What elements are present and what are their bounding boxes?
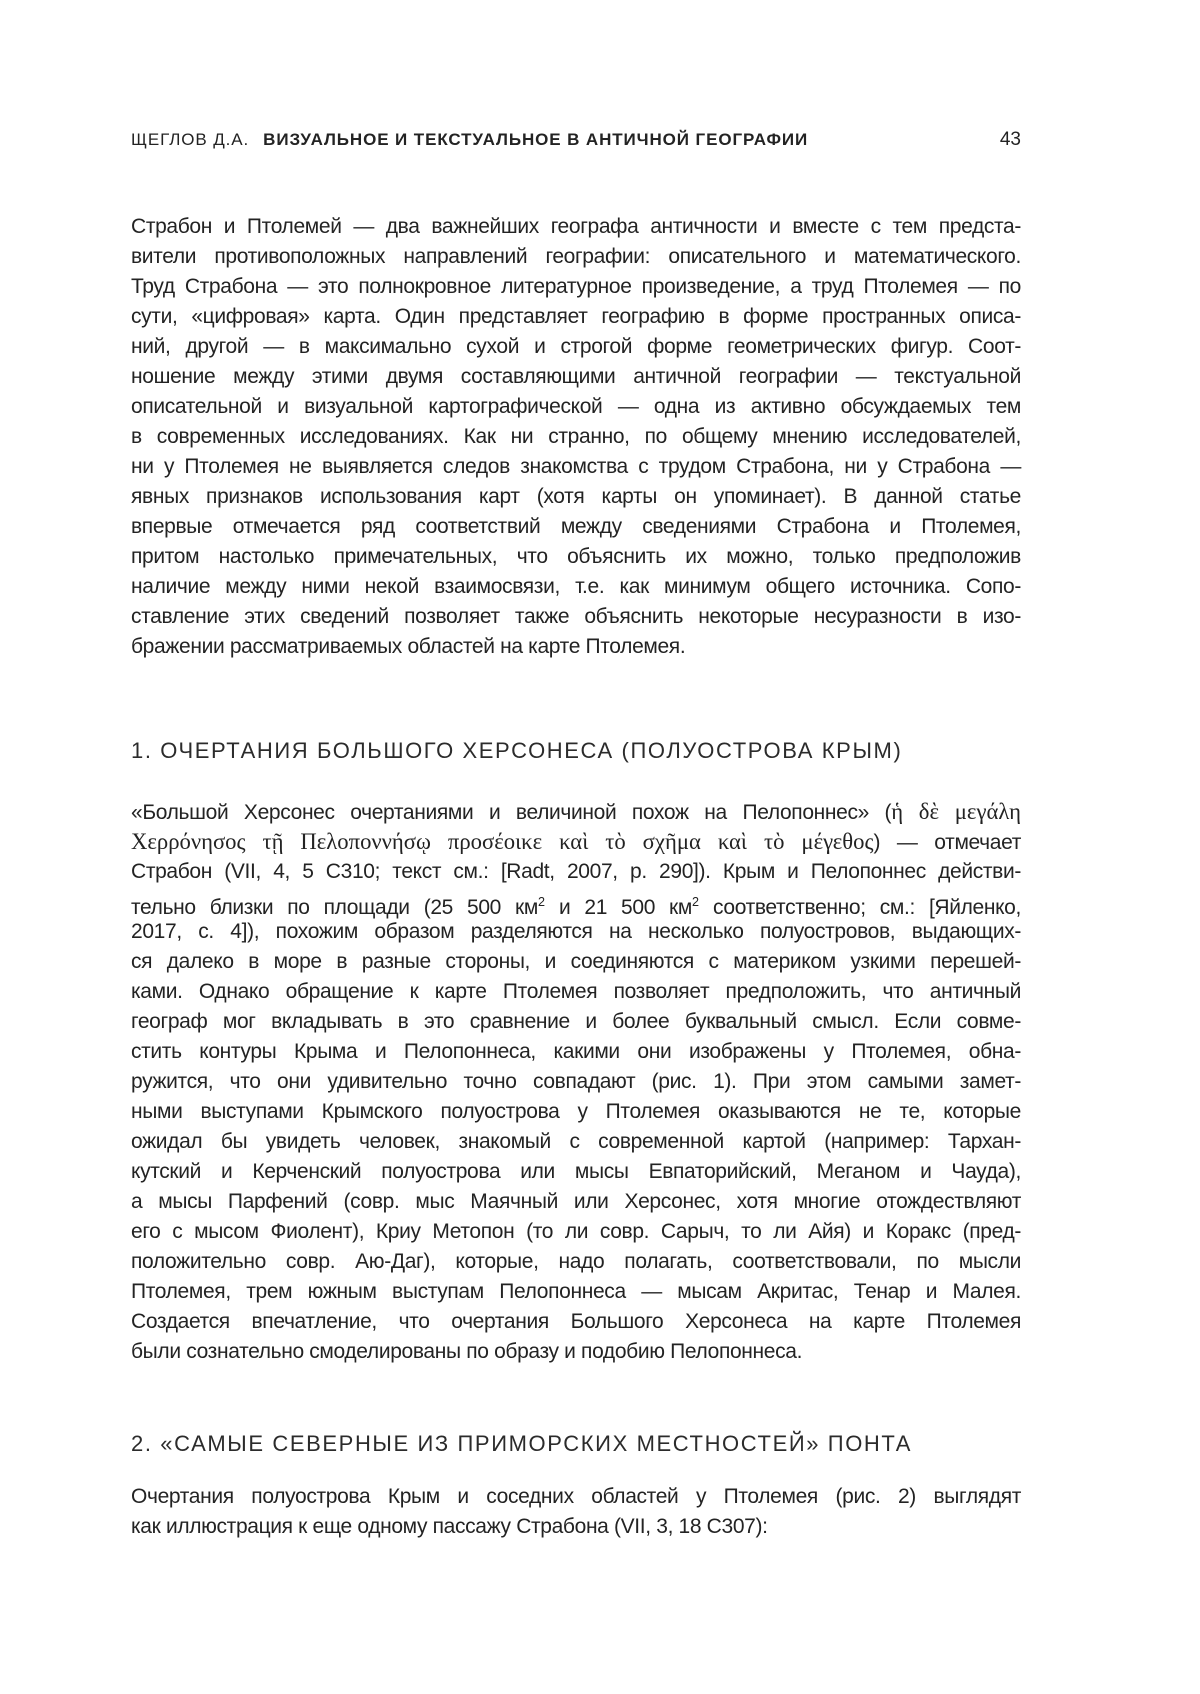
article-title: ВИЗУАЛЬНОЕ И ТЕКСТУАЛЬНОЕ В АНТИЧНОЙ ГЕОГРАФИИ (263, 130, 809, 149)
text-line: явных признаков использования карт (хотя карты он упоминает). В данной статье (131, 485, 1021, 508)
text-line: ся далеко в море в разные стороны, и соединяются с материком узкими перешей- (131, 950, 1021, 973)
text-line: тельно близки по площади (25 500 $км^2$ и 21 500 $км^2$ соответственно; см.: [Яйленко, (131, 895, 1021, 919)
superscript-text: 2 (691, 895, 699, 909)
text-line: притом настолько примечательных, что объяснить их можно, только предположив (131, 545, 1021, 568)
running-header (131, 130, 1021, 150)
text-line: ожидал бы увидеть человек, знакомый с современной картой (например: Тархан- (131, 1130, 1021, 1153)
text-line: стить контуры Крыма и Пелопоннеса, какими они изображены у Птолемея, обна- (131, 1040, 1021, 1063)
text-line: «Большой Херсонес очертаниями и величиной похож на Пелопоннес» (ἡ δὲ μεγάλη (131, 799, 1021, 824)
text-line: бражении рассматриваемых областей на карте Птолемея. (131, 635, 686, 658)
text-line: описательной и визуальной картографической — одна из активно обсуждаемых тем (131, 395, 1021, 418)
text-line: Труд Страбона — это полнокровное литературное произведение, а труд Птолемея — по (131, 275, 1021, 298)
text-line: его с мысом Фиолент), Криу Метопон (то ли совр. Сарыч, то ли Айя) и Коракс (пред- (131, 1220, 1021, 1243)
greek-quotation: ἡ δὲ μεγάλη (891, 799, 1021, 824)
text-line: в современных исследованиях. Как ни странно, по общему мнению исследователей, (131, 425, 1021, 448)
text-line: ний, другой — в максимально сухой и строгой форме геометрических фигур. Соот- (131, 335, 1021, 358)
text-line: вители противоположных направлений географии: описательного и математического. (131, 245, 1021, 268)
text-line: Очертания полуострова Крым и соседних областей у Птолемея (рис. 2) выглядят (131, 1485, 1021, 1508)
text-line: Страбон (VII, 4, 5 C310; текст см.: [Radt, 2007, p. 290]). Крым и Пелопоннес действи- (131, 860, 1021, 883)
author-name: ЩЕГЛОВ Д.А. (131, 130, 250, 149)
text-line: ками. Однако обращение к карте Птолемея позволяет предположить, что античный (131, 980, 1021, 1003)
text-line: ношение между этими двумя составляющими античной географии — текстуальной (131, 365, 1021, 388)
text-line: ни у Птолемея не выявляется следов знакомства с трудом Страбона, ни у Страбона — (131, 455, 1021, 478)
text-line: ружится, что они удивительно точно совпадают (рис. 1). При этом самыми замет- (131, 1070, 1021, 1093)
text-line: положительно совр. Аю-Даг), которые, надо полагать, соответствовали, по мысли (131, 1250, 1021, 1273)
section-1-paragraph (131, 797, 1021, 1367)
section-2-heading: 2. «САМЫЕ СЕВЕРНЫЕ ИЗ ПРИМОРСКИХ МЕСТНОСТЕЙ» ПОНТА (131, 1431, 912, 1456)
text-line: ными выступами Крымского полуострова у Птолемея оказываются не те, которые (131, 1100, 1021, 1123)
intro-paragraph (131, 212, 1021, 662)
running-header-left (131, 130, 808, 150)
text-line: наличие между ними некой взаимосвязи, т.е. как минимум общего источника. Сопо- (131, 575, 1021, 598)
text-line: а мысы Парфений (совр. мыс Маячный или Херсонес, хотя многие отождествляют (131, 1190, 1021, 1213)
text-line: Птолемея, трем южным выступам Пелопоннеса — мысам Акритас, Тенар и Малея. (131, 1280, 1021, 1303)
text-line: впервые отмечается ряд соответствий между сведениями Страбона и Птолемея, (131, 515, 1021, 538)
section-2-paragraph (131, 1482, 1021, 1542)
text-line: как иллюстрация к еще одному пассажу Страбона (VII, 3, 18 C307): (131, 1515, 768, 1538)
text-line: сути, «цифровая» карта. Один представляет географию в форме пространных описа- (131, 305, 1021, 328)
text-line: 2017, с. 4]), похожим образом разделяются на несколько полуостровов, выдающих- (131, 920, 1021, 943)
superscript-text: 2 (537, 895, 545, 909)
greek-quotation: Χερρόνησος τῇ Πελοποννήσῳ προσέοικε καὶ τὸ σχῆμα καὶ τὸ μέγεθος (131, 829, 874, 854)
text-line: Страбон и Птолемей — два важнейших географа античности и вместе с тем предста- (131, 215, 1021, 238)
text-line: географ мог вкладывать в это сравнение и более буквальный смысл. Если совме- (131, 1010, 1021, 1033)
text-line: кутский и Керченский полуострова или мысы Евпаторийский, Меганом и Чауда), (131, 1160, 1021, 1183)
text-line: были сознательно смоделированы по образу и подобию Пелопоннеса. (131, 1340, 803, 1363)
text-line: Создается впечатление, что очертания Большого Херсонеса на карте Птолемея (131, 1310, 1021, 1333)
text-line: Χερρόνησος τῇ Πελοποννήσῳ προσέοικε καὶ τὸ σχῆμα καὶ τὸ μέγεθος) — отмечает (131, 829, 1021, 854)
text-line: ставление этих сведений позволяет также объяснить некоторые несуразности в изо- (131, 605, 1021, 628)
section-1-heading: 1. ОЧЕРТАНИЯ БОЛЬШОГО ХЕРСОНЕСА (ПОЛУОСТРОВА КРЫМ) (131, 738, 903, 763)
page-number: 43 (999, 129, 1021, 150)
